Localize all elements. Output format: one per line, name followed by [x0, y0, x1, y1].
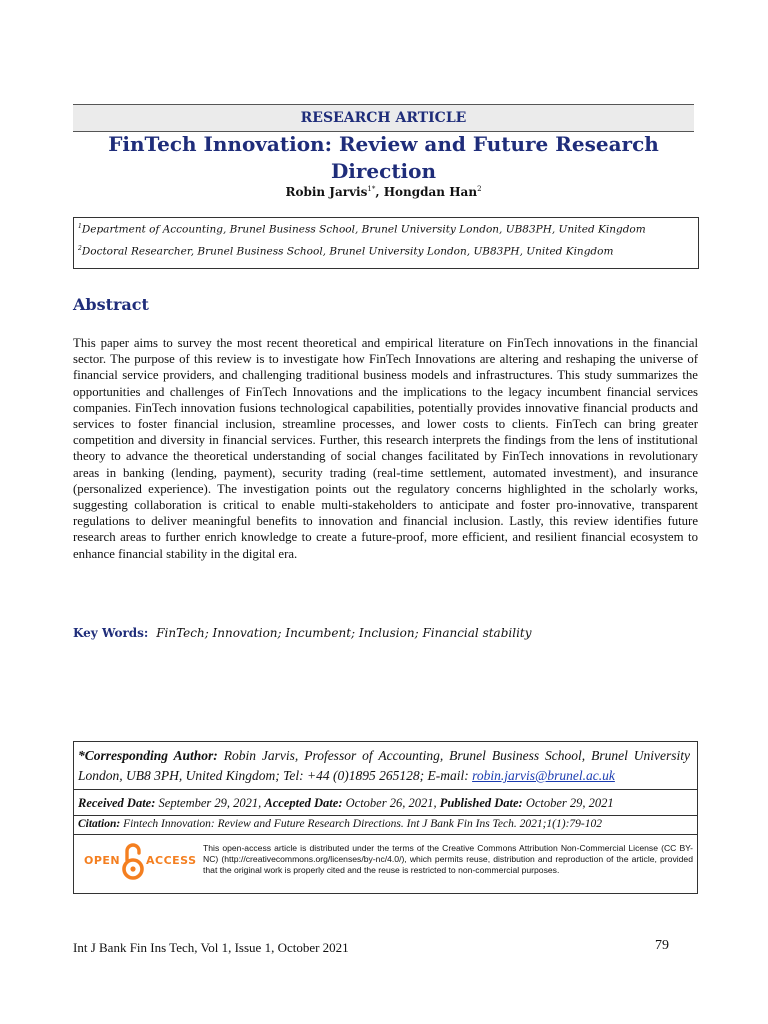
author-1-marker: 1*: [367, 185, 376, 193]
citation-text: Fintech Innovation: Review and Future Research Directions. Int J Bank Fin Ins Tech. 2021;1(1):79-102: [120, 818, 603, 830]
affiliation-1-marker: 1: [78, 223, 82, 230]
divider: [74, 815, 697, 816]
license-text: This open-access article is distributed under the terms of the Creative Commons Attribution Non-Commercial License (CC BY-NC) (http://creativecommons.org/licenses/by-nc/4.0/), which permits reuse, distribution and reproduction of the article, provided that the original work is properly cited and the reuse is restricted to non-commercial purposes.: [203, 843, 693, 876]
keywords: [73, 626, 532, 640]
author-2: Hongdan Han: [383, 185, 478, 199]
affiliation-2-text: Doctoral Researcher, Brunel Business School, Brunel University London, UB83PH, United Kingdom: [81, 245, 614, 258]
footer-journal: Int J Bank Fin Ins Tech, Vol 1, Issue 1, October 2021: [73, 940, 349, 955]
author-list: [73, 185, 694, 199]
abstract-body: This paper aims to survey the most recent theoretical and empirical literature on FinTech innovations in the financial sector. The purpose of this review is to investigate how FinTech Innovations are altering and reshaping the universe of financial service providers, and challenging traditional business models and infrastructures. This study summarizes the opportunities and challenges of FinTech Innovations and the implications to the legacy incumbent financial services companies. FinTech innovation fusions technological capabilities, potentially provides innovative financial products and services to foster financial inclusion, streamline processes, and lower costs to clients. FinTech can bring greater competition and diversity in financial services. Further, this research interprets the findings from the lens of institutional theory to advance the theoretical understanding of social changes facilitated by FinTech innovations in revolutionary areas in banking (lending, payment), security trading (real-time settlement, automated investment), and insurance (personalized experience). The investigation points out the regulatory concerns highlighted in the scholarly works, suggesting collaboration is critical to enable multi-stakeholders to anticipate and foster pro-innovative, transparent regulations to deliver meaningful benefits to innovation and financial inclusion. Lastly, this review identifies future research areas to further enrich knowledge to create a future-proof, more efficient, and resilient financial ecosystem to enhance financial stability in the digital era.: [73, 336, 698, 561]
received-label: Received Date:: [78, 796, 156, 810]
title-line-1: FinTech Innovation: Review and Future Research: [108, 132, 659, 156]
title-line-2: Direction: [330, 159, 437, 183]
affiliations-box: [73, 217, 699, 269]
corresponding-author: [78, 746, 690, 786]
affiliation-1: [78, 223, 646, 236]
abstract-heading: Abstract: [73, 295, 149, 314]
published-label: Published Date:: [439, 796, 523, 810]
page-number: 79: [655, 938, 669, 953]
accepted-date: October 26, 2021,: [342, 796, 440, 810]
affiliation-2: [78, 245, 613, 258]
accepted-label: Accepted Date:: [264, 796, 343, 810]
open-lock-icon: [120, 842, 146, 880]
received-date: September 29, 2021,: [155, 796, 265, 810]
citation-label: Citation:: [78, 818, 121, 830]
open-access-access-text: ACCESS: [146, 854, 197, 867]
keywords-list: FinTech; Innovation; Incumbent; Inclusion; Financial stability: [156, 626, 532, 640]
published-date: October 29, 2021: [522, 796, 614, 810]
author-separator: ,: [375, 185, 384, 199]
author-1: Robin Jarvis: [285, 185, 368, 199]
article-info-box: [73, 741, 698, 894]
citation: [78, 818, 602, 830]
keywords-label: Key Words:: [73, 626, 149, 640]
article-type-banner: RESEARCH ARTICLE: [73, 104, 694, 132]
paper-title: [73, 131, 694, 185]
article-dates: [78, 796, 614, 811]
open-access-logo: [82, 842, 197, 882]
divider: [74, 789, 697, 790]
corresponding-author-text: Robin Jarvis, Professor of Accounting, Brunel Business School, Brunel University London, UB8 3PH, United Kingdom; Tel: +44 (0)1895 265128; E-mail:: [78, 748, 690, 783]
author-2-marker: 2: [477, 185, 482, 193]
affiliation-2-marker: 2: [78, 245, 82, 252]
affiliation-1-text: Department of Accounting, Brunel Business School, Brunel University London, UB83PH, United Kingdom: [81, 223, 646, 236]
divider: [74, 834, 697, 835]
open-access-open-text: OPEN: [84, 854, 121, 867]
corresponding-author-label: *Corresponding Author:: [78, 748, 218, 763]
corresponding-email-link[interactable]: robin.jarvis@brunel.ac.uk: [472, 768, 615, 783]
